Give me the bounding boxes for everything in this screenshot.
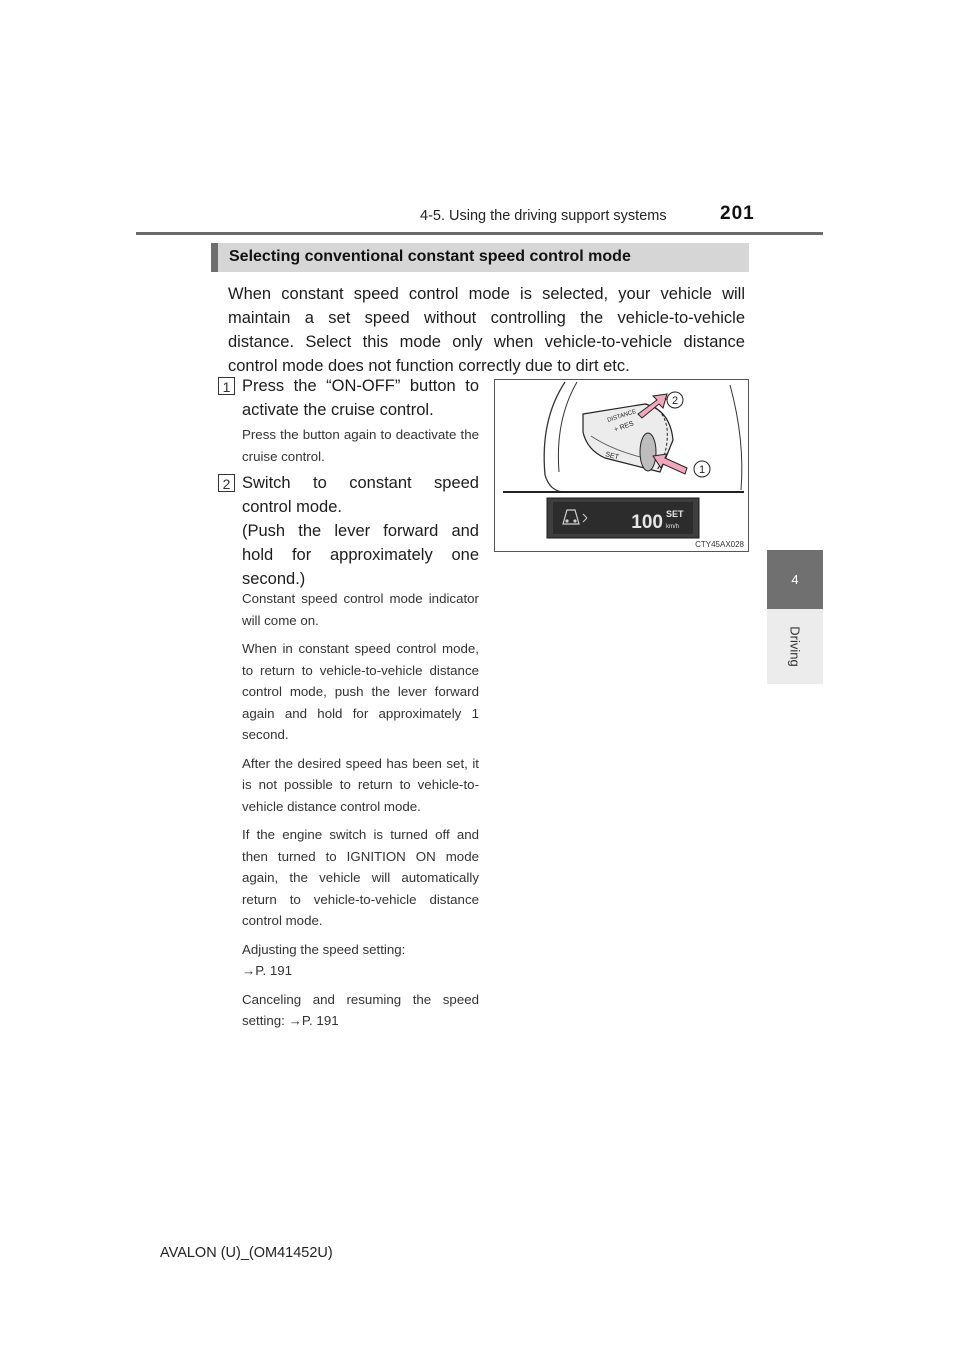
cruise-lever-figure xyxy=(494,379,749,552)
note-indicator: Constant speed control mode indicator will come on. xyxy=(242,591,479,628)
header-rule xyxy=(136,232,823,235)
figure-code: CTY45AX028 xyxy=(695,540,744,549)
step-1-notes xyxy=(242,424,479,467)
step-2-notes xyxy=(242,588,479,1039)
note-engine-switch: If the engine switch is turned off and then turned to IGNITION ON mode again, the vehicle will automatically return to vehicle-to-vehicle distance control mode. xyxy=(242,827,479,928)
intro-paragraph: When constant speed control mode is selected, your vehicle will maintain a set speed without controlling the vehicle-to-vehicle distance. Select this mode only when vehicle-to-vehicle distance control mode does not function correctly due to dirt etc. xyxy=(228,285,745,375)
step-2-subtext: (Push the lever forward and hold for approximately one second.) xyxy=(242,522,479,588)
note-after-set: After the desired speed has been set, it is not possible to return to vehicle-to-vehicle distance control mode. xyxy=(242,755,479,814)
chapter-label: Driving xyxy=(787,625,803,667)
lever-label-res: + RES xyxy=(613,420,635,434)
cruise-lever-illustration xyxy=(495,380,748,551)
ref-canceling xyxy=(242,989,479,1032)
display-unit: km/h xyxy=(666,524,680,530)
ref-adjusting xyxy=(242,939,479,982)
step-number-2: 2 xyxy=(218,474,235,492)
step-number-1: 1 xyxy=(218,377,235,395)
ref-canceling-page[interactable]: →P. 191 xyxy=(288,1013,339,1028)
lever-label-distance: DISTANCE xyxy=(606,408,638,424)
page-number: 201 xyxy=(720,203,755,224)
footer-manual-code: AVALON (U)_(OM41452U) xyxy=(160,1245,333,1261)
callout-1: 1 xyxy=(698,464,706,476)
on-off-button-icon xyxy=(640,433,656,471)
section-title: Selecting conventional constant speed control mode xyxy=(229,248,631,265)
note-return-mode: When in constant speed control mode, to return to vehicle-to-vehicle distance control mode, push the lever forward again and hold for approximately 1 second. xyxy=(242,641,479,742)
lever-label-set: SET xyxy=(604,451,620,462)
running-header: 4-5. Using the driving support systems xyxy=(420,208,667,224)
chapter-number-tab: 4 xyxy=(767,550,823,609)
step-2-text: Switch to constant speed control mode. xyxy=(242,474,479,516)
step-1-note: Press the button again to deactivate the cruise control. xyxy=(242,427,479,464)
ref-adjusting-label: Adjusting the speed setting: xyxy=(242,941,406,957)
callout-2: 2 xyxy=(671,395,679,407)
ref-canceling-label: Canceling and resuming the speed setting: xyxy=(242,991,479,1028)
section-heading-bar xyxy=(211,243,749,272)
ref-adjusting-page[interactable]: →P. 191 xyxy=(242,963,293,978)
display-speed: 100 xyxy=(631,512,663,533)
step-1-text: Press the “ON-OFF” button to activate the cruise control. xyxy=(242,377,479,419)
display-set: SET xyxy=(666,509,684,519)
